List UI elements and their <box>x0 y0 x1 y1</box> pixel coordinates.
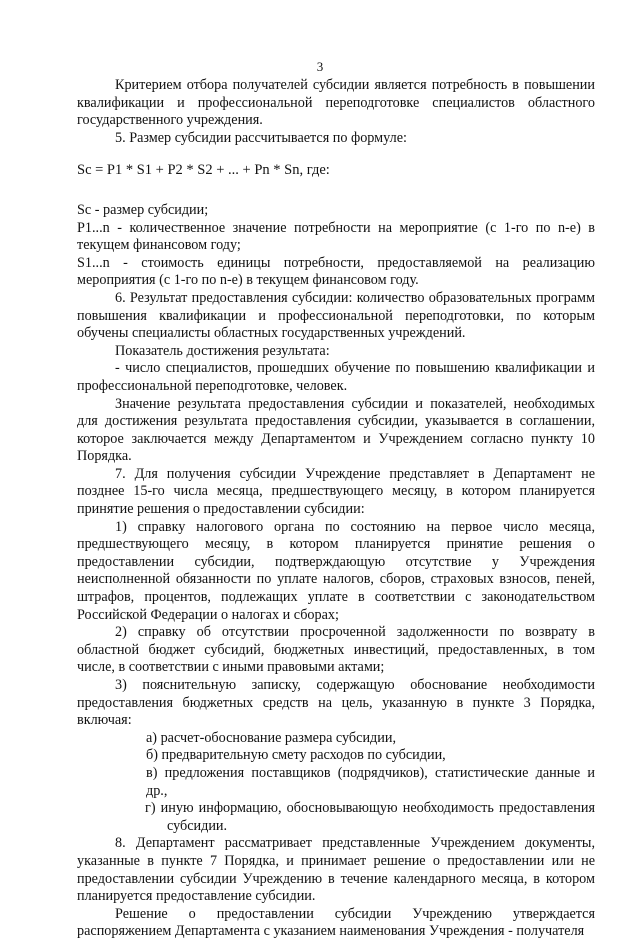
subitem-b: б) предварительную смету расходов по субсидии, <box>146 747 446 764</box>
definition-s: S1...n - стоимость единицы потребности, предоставляемой на реализацию мероприятия (с 1-го по n-е) в текущем финансовом году. <box>77 254 595 289</box>
paragraph-result-value: Значение результата предоставления субсидии и показателей, необходимых для достижения результата предоставления субсидии, указывается в соглашении, которое заключается между Департаментом и Учреждением согласно пункту 10 Порядка. <box>77 395 595 465</box>
paragraph-5-subsidy-size: 5. Размер субсидии рассчитывается по формуле: <box>115 129 407 146</box>
list-item-2-debt-certificate: 2) справку об отсутствии просроченной задолженности по возврату в областной бюджет субсидий, бюджетных инвестиций, предоставленных, в том числе, в соответствии с иными правовыми актами; <box>77 624 595 676</box>
indicator-item: - число специалистов, прошедших обучение по повышению квалификации и профессиональной переподготовке, человек. <box>77 360 595 394</box>
definition-sc: Sc - размер субсидии; <box>77 201 209 218</box>
indicator-heading: Показатель достижения результата: <box>115 342 330 359</box>
subsidy-formula: Sc = P1 * S1 + P2 * S2 + ... + Pn * Sn, где: <box>77 162 330 179</box>
paragraph-selection-criterion: Критерием отбора получателей субсидии является потребность в повышении квалификации и профессиональной переподготовке специалистов областного государственного учреждения. <box>77 77 595 129</box>
document-body <box>77 77 595 941</box>
subitem-v: в) предложения поставщиков (подрядчиков), статистические данные и др., <box>146 764 595 799</box>
paragraph-6-result: 6. Результат предоставления субсидии: количество образовательных программ повышения квалификации и профессиональной переподготовки, по которым обучены специалисты областных государственных учреждений. <box>77 289 595 342</box>
paragraph-8-review: 8. Департамент рассматривает представленные Учреждением документы, указанные в пункте 7 Порядка, и принимает решение о предоставлении или не предоставлении субсидии Учреждению в течение календарного месяца, в котором планируется предоставление субсидии. <box>77 835 595 905</box>
definition-p: P1...n - количественное значение потребности на мероприятие (с 1-го по n-е) в текущем финансовом году; <box>77 219 595 254</box>
list-item-1-tax-certificate: 1) справку налогового органа по состоянию на первое число месяца, предшествующего месяцу, в котором планируется принятие решения о предоставлении субсидии, подтверждающую отсутствие у Учреждения неисполненной обязанности по уплате налогов, сборов, страховых взносов, пеней, штрафов, процентов, подлежащих уплате в соответствии с законодательством Российской Федерации о налогах и сборах; <box>77 518 595 623</box>
subitem-a: а) расчет-обоснование размера субсидии, <box>146 729 396 746</box>
paragraph-7-application: 7. Для получения субсидии Учреждение представляет в Департамент не позднее 15-го числа месяца, предшествующего месяцу, в котором планируется принятие решения о предоставлении субсидии: <box>77 465 595 518</box>
list-item-3-explanatory-note: 3) пояснительную записку, содержащую обоснование необходимости предоставления бюджетных средств на цель, указанную в пункте 3 Порядка, включая: <box>77 677 595 729</box>
page-number: 3 <box>316 59 324 74</box>
subitem-g: г) иную информацию, обосновывающую необходимость предоставления субсидии. <box>145 800 595 834</box>
paragraph-decision: Решение о предоставлении субсидии Учреждению утверждается распоряжением Департамента с указанием наименования Учреждения - получателя <box>77 905 595 940</box>
